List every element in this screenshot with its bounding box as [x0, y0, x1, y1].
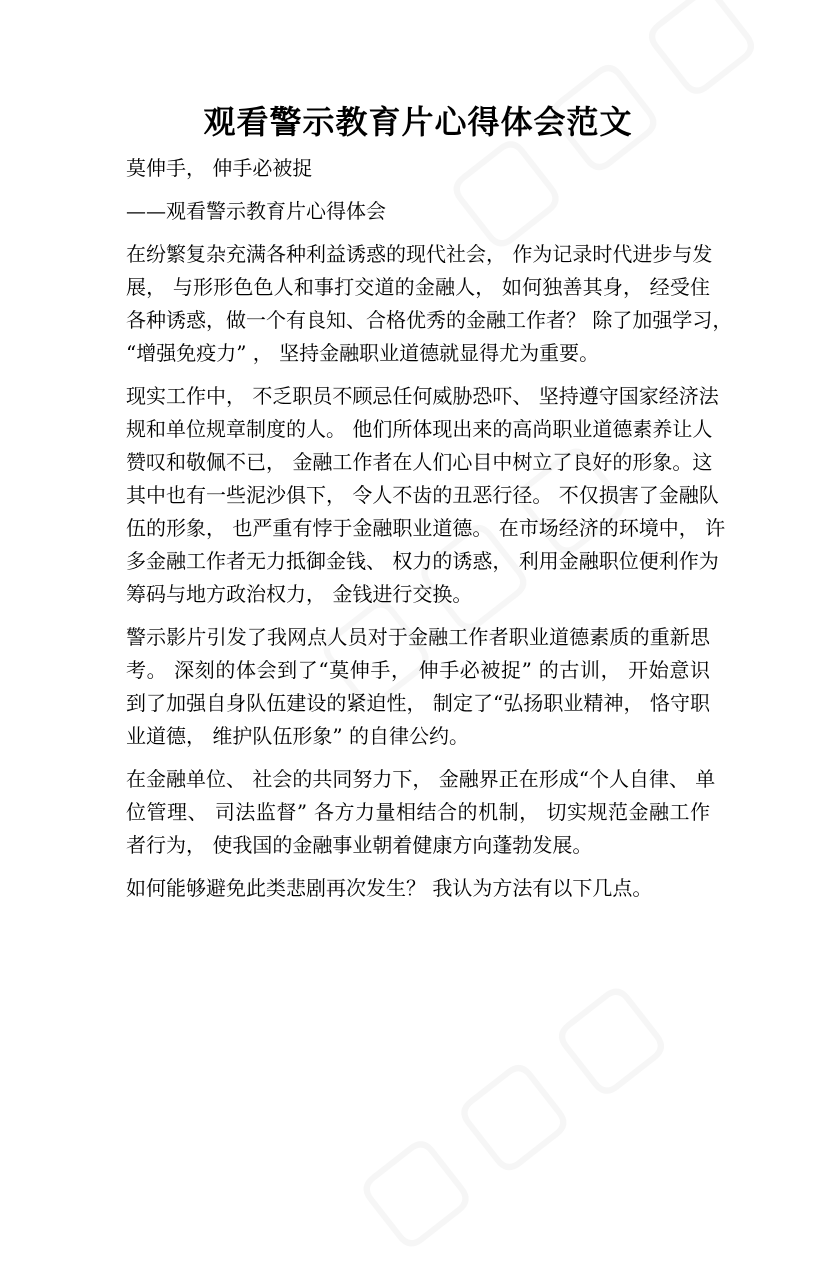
text-line: 警示影片引发了我网点人员对于金融工作者职业道德素质的重新思 [126, 625, 710, 649]
text-line: 其中也有一些泥沙俱下， 令人不齿的丑恶行径。 不仅损害了金融队 [126, 483, 719, 507]
text-line: 如何能够避免此类悲剧再次发生？ 我认为方法有以下几点。 [126, 876, 653, 900]
text-line: 业道德， 维护队伍形象” 的自律公约。 [126, 724, 469, 748]
text-line: 各种诱惑，做一个有良知、合格优秀的金融工作者？ 除了加强学习， [126, 308, 733, 332]
text-line: 位管理、 司法监督” 各方力量相结合的机制， 切实规范金融工作 [126, 800, 710, 824]
subtitle-line: 莫伸手， 伸手必被捉 [126, 156, 313, 180]
subtitle-line: ——观看警示教育片心得体会 [126, 199, 386, 223]
paragraph [126, 872, 710, 905]
text-line: 考。 深刻的体会到了“莫伸手， 伸手必被捉” 的古训， 开始意识 [126, 658, 710, 682]
text-line: 筹码与地方政治权力， 金钱进行交换。 [126, 582, 473, 606]
text-line: 伍的形象， 也严重有悖于金融职业道德。 在市场经济的环境中， 许 [126, 516, 726, 540]
document-page [126, 96, 733, 915]
text-line: 现实工作中， 不乏职员不顾忌任何威胁恐吓、 坚持遵守国家经济法 [126, 384, 719, 408]
text-line: 展， 与形形色色人和事打交道的金融人， 如何独善其身， 经受住 [126, 275, 710, 299]
paragraph [126, 621, 710, 753]
text-line: 者行为， 使我国的金融事业朝着健康方向蓬勃发展。 [126, 833, 593, 857]
paragraph [126, 380, 726, 611]
text-line: “增强免疫力” ， 坚持金融职业道德就显得尤为重要。 [126, 341, 600, 365]
text-line: 在金融单位、 社会的共同努力下， 金融界正在形成“个人自律、 单 [126, 767, 716, 791]
text-line: 多金融工作者无力抵御金钱、 权力的诱惑， 利用金融职位便利作为 [126, 549, 719, 573]
watermark [330, 939, 702, 1269]
document-title: 观看警示教育片心得体会范文 [203, 103, 633, 141]
text-line: 在纷繁复杂充满各种利益诱惑的现代社会， 作为记录时代进步与发 [126, 242, 713, 266]
paragraph [126, 238, 733, 370]
text-line: 赞叹和敬佩不已， 金融工作者在人们心目中树立了良好的形象。这 [126, 450, 713, 474]
text-line: 规和单位规章制度的人。 他们所体现出来的高尚职业道德素养让人 [126, 417, 713, 441]
paragraph [126, 763, 716, 862]
text-line: 到了加强自身队伍建设的紧迫性， 制定了“弘扬职业精神， 恪守职 [126, 691, 710, 715]
